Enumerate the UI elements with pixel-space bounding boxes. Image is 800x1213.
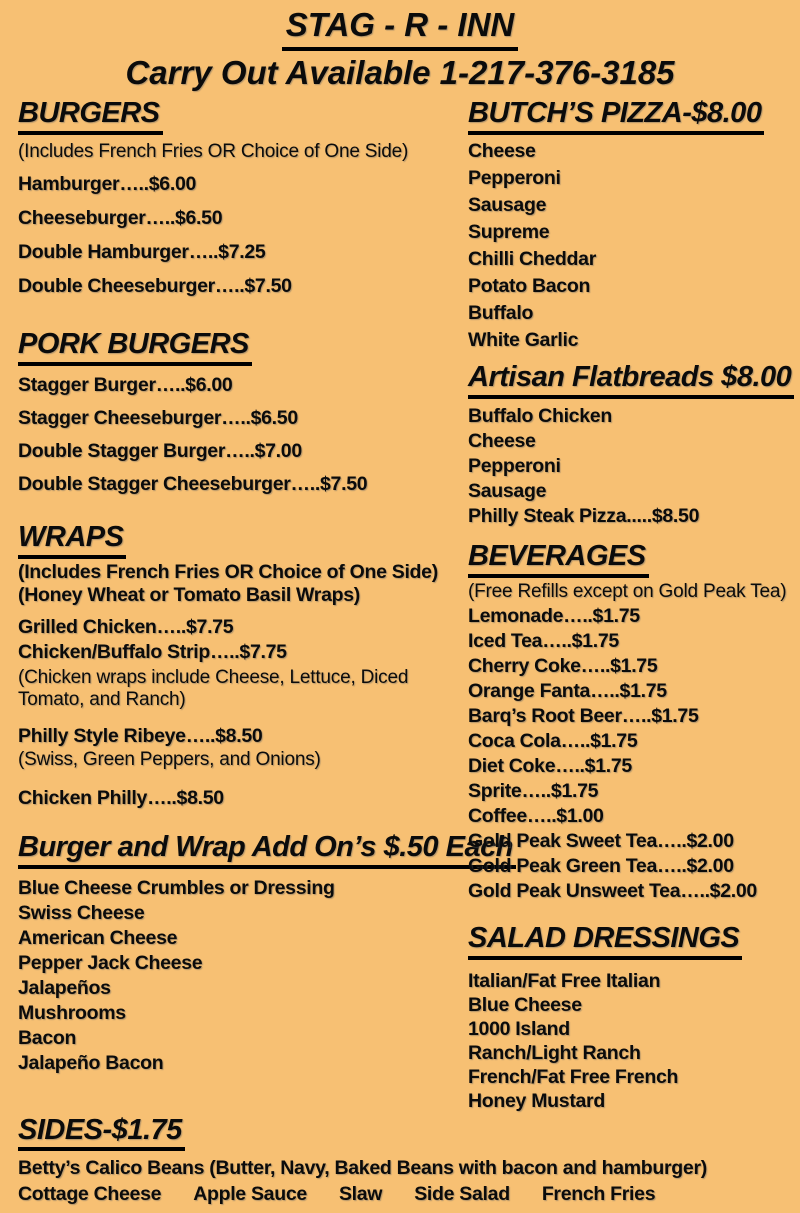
- menu-item: Pepper Jack Cheese: [18, 951, 203, 974]
- menu-item: Swiss Cheese: [18, 901, 145, 924]
- menu-item: Supreme: [468, 220, 550, 243]
- menu-item: Chicken/Buffalo Strip…..$7.75: [18, 640, 287, 663]
- menu-item: Gold Peak Green Tea…..$2.00: [468, 854, 734, 877]
- addons-heading: Burger and Wrap Add On’s $.50 Each: [18, 832, 516, 869]
- menu-item: Philly Steak Pizza.....$8.50: [468, 504, 700, 527]
- menu-item: Sprite…..$1.75: [468, 779, 599, 802]
- wraps-heading: WRAPS: [18, 522, 126, 559]
- menu-item: Barq’s Root Beer…..$1.75: [468, 704, 699, 727]
- section-pizza: [468, 98, 792, 354]
- menu-item: Blue Cheese: [468, 993, 582, 1016]
- section-flatbreads: [468, 362, 792, 529]
- section-beverages: [468, 541, 792, 904]
- menu-header: [0, 0, 800, 92]
- menu-item: Jalapeños: [18, 976, 111, 999]
- flatbreads-heading: Artisan Flatbreads $8.00: [468, 362, 794, 399]
- menu-item: Buffalo Chicken: [468, 404, 612, 427]
- burgers-heading: BURGERS: [18, 98, 163, 135]
- menu-item: 1000 Island: [468, 1017, 570, 1040]
- menu-item: Hamburger…..$6.00: [18, 172, 197, 195]
- calico-beans-line: Betty’s Calico Beans (Butter, Navy, Baked Beans with bacon and hamburger): [18, 1157, 707, 1180]
- philly-ribeye-note: (Swiss, Green Peppers, and Onions): [18, 748, 321, 770]
- menu-columns: [0, 98, 800, 1113]
- menu-item: Mushrooms: [18, 1001, 126, 1024]
- section-sides: [0, 1115, 800, 1208]
- menu-item: Chilli Cheddar: [468, 247, 596, 270]
- menu-item: Cheese: [468, 429, 536, 452]
- beverages-list: [468, 604, 792, 904]
- menu-item: Double Hamburger…..$7.25: [18, 240, 266, 263]
- restaurant-title: STAG - R - INN: [282, 6, 519, 51]
- menu-item: Cottage Cheese: [18, 1183, 162, 1206]
- menu-item: White Garlic: [468, 328, 579, 351]
- wraps-bold-notes: [18, 561, 468, 607]
- carry-out-phone-line: Carry Out Available 1-217-376-3185: [125, 54, 675, 91]
- section-dressings: [468, 923, 792, 1113]
- menu-item: Side Salad: [414, 1183, 510, 1206]
- menu-item: Slaw: [338, 1183, 383, 1206]
- menu-item: Philly Style Ribeye…..$8.50: [18, 724, 263, 747]
- menu-item: Lemonade…..$1.75: [468, 604, 640, 627]
- wraps-note: (Honey Wheat or Tomato Basil Wraps): [18, 583, 360, 606]
- pork-burgers-heading: PORK BURGERS: [18, 329, 252, 366]
- menu-item: American Cheese: [18, 926, 178, 949]
- menu-item: Double Cheeseburger…..$7.50: [18, 274, 292, 297]
- menu-item: Ranch/Light Ranch: [468, 1041, 641, 1064]
- menu-item: French/Fat Free French: [468, 1065, 679, 1088]
- menu-item: Sausage: [468, 193, 547, 216]
- flatbreads-list: [468, 404, 792, 529]
- right-column: [468, 98, 792, 1113]
- menu-item: Diet Coke…..$1.75: [468, 754, 632, 777]
- menu-item: Orange Fanta…..$1.75: [468, 679, 667, 702]
- section-addons: [18, 830, 513, 1076]
- wraps-list-1: [18, 615, 468, 665]
- menu-item: Gold Peak Sweet Tea…..$2.00: [468, 829, 734, 852]
- dressings-list: [468, 969, 792, 1113]
- beverages-note: (Free Refills except on Gold Peak Tea): [468, 580, 787, 602]
- menu-item: Stagger Burger…..$6.00: [18, 373, 233, 396]
- menu-item: Double Stagger Burger…..$7.00: [18, 439, 302, 462]
- menu-item: Chicken Philly…..$8.50: [18, 786, 224, 809]
- sides-list: [18, 1181, 800, 1207]
- menu-item: Double Stagger Cheeseburger…..$7.50: [18, 472, 368, 495]
- menu-item: Blue Cheese Crumbles or Dressing: [18, 876, 335, 899]
- menu-item: Cheeseburger…..$6.50: [18, 206, 223, 229]
- menu-item: French Fries: [541, 1183, 656, 1206]
- burgers-list: [18, 167, 468, 303]
- menu-item: Coca Cola…..$1.75: [468, 729, 638, 752]
- pork-burgers-list: [18, 369, 468, 501]
- beverages-heading: BEVERAGES: [468, 541, 649, 578]
- menu-item: Honey Mustard: [468, 1089, 605, 1112]
- menu-item: Sausage: [468, 479, 547, 502]
- burgers-note: (Includes French Fries OR Choice of One Side): [18, 140, 409, 162]
- menu-item: Buffalo: [468, 301, 534, 324]
- menu-item: Gold Peak Unsweet Tea…..$2.00: [468, 879, 757, 902]
- menu-item: Cheese: [468, 139, 536, 162]
- menu-item: Italian/Fat Free Italian: [468, 969, 661, 992]
- menu-item: Bacon: [18, 1026, 77, 1049]
- section-pork-burgers: [18, 329, 468, 501]
- addons-list: [18, 876, 468, 1076]
- menu-item: Iced Tea…..$1.75: [468, 629, 619, 652]
- menu-item: Jalapeño Bacon: [18, 1051, 164, 1074]
- pizza-heading: BUTCH’S PIZZA-$8.00: [468, 98, 764, 135]
- menu-item: Coffee…..$1.00: [468, 804, 604, 827]
- menu-item: Pepperoni: [468, 166, 561, 189]
- dressings-heading: SALAD DRESSINGS: [468, 923, 742, 960]
- chicken-wraps-note: (Chicken wraps include Cheese, Lettuce, Diced Tomato, and Ranch): [18, 666, 409, 710]
- menu-item: Pepperoni: [468, 454, 561, 477]
- sides-heading: SIDES-$1.75: [18, 1115, 185, 1152]
- menu-item: Grilled Chicken…..$7.75: [18, 615, 234, 638]
- menu-item: Cherry Coke…..$1.75: [468, 654, 658, 677]
- pizza-list: [468, 138, 792, 354]
- section-wraps: [18, 522, 468, 811]
- menu-item: Potato Bacon: [468, 274, 591, 297]
- wraps-note: (Includes French Fries OR Choice of One Side): [18, 560, 438, 583]
- section-burgers: [18, 98, 468, 303]
- menu-item: Apple Sauce: [193, 1183, 307, 1206]
- menu-item: Stagger Cheeseburger…..$6.50: [18, 406, 298, 429]
